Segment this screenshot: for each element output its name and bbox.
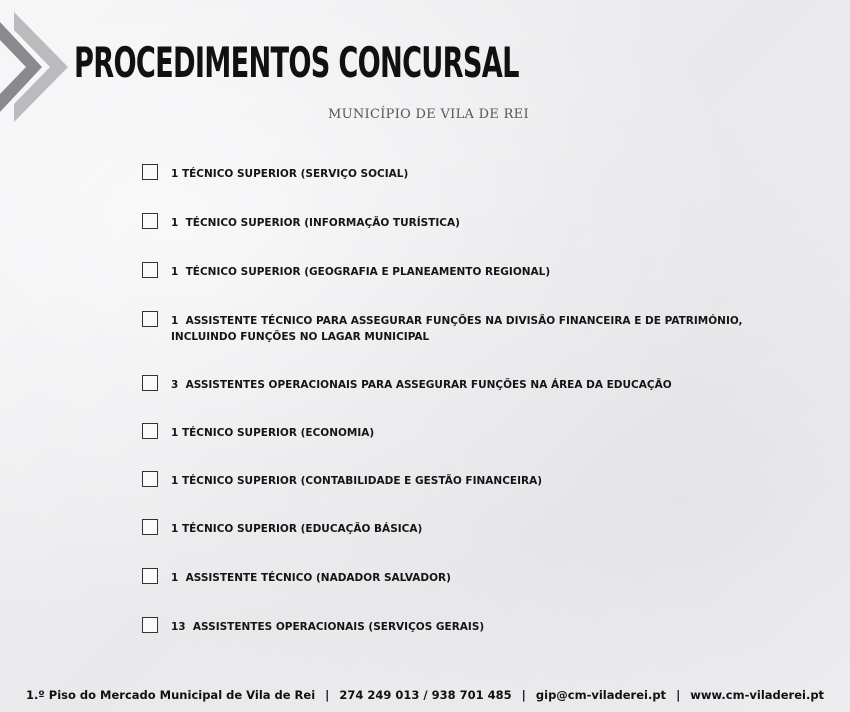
list-item bbox=[142, 619, 771, 635]
checkbox[interactable] bbox=[142, 423, 158, 439]
footer-separator: | bbox=[521, 688, 526, 702]
checkbox[interactable] bbox=[142, 617, 158, 633]
footer-separator: | bbox=[676, 688, 681, 702]
page-subtitle: MUNICÍPIO DE VILA DE REI bbox=[328, 107, 529, 122]
checkbox[interactable] bbox=[142, 471, 158, 487]
item-label: 1 TÉCNICO SUPERIOR (SERVIÇO SOCIAL) bbox=[171, 168, 409, 180]
footer-email[interactable]: gip@cm-viladerei.pt bbox=[535, 688, 667, 702]
item-label: 1 ASSISTENTE TÉCNICO (NADADOR SALVADOR) bbox=[171, 572, 451, 584]
list-item bbox=[142, 377, 771, 393]
item-label: 1 TÉCNICO SUPERIOR (ECONOMIA) bbox=[171, 427, 375, 439]
list-item bbox=[142, 215, 771, 231]
item-label: 1 TÉCNICO SUPERIOR (GEOGRAFIA E PLANEAMENTO REGIONAL) bbox=[171, 266, 551, 278]
footer-contact bbox=[0, 688, 850, 702]
list-item bbox=[142, 166, 771, 182]
page-title: PROCEDIMENTOS CONCURSAL bbox=[74, 38, 519, 87]
checkbox[interactable] bbox=[142, 262, 158, 278]
checkbox[interactable] bbox=[142, 311, 158, 327]
item-label: 1 TÉCNICO SUPERIOR (EDUCAÇÃO BÁSICA) bbox=[171, 523, 423, 535]
list-item bbox=[142, 425, 771, 441]
item-label: 1 TÉCNICO SUPERIOR (INFORMAÇÃO TURÍSTICA) bbox=[171, 217, 460, 229]
list-item bbox=[142, 473, 771, 489]
item-label: 13 ASSISTENTES OPERACIONAIS (SERVIÇOS GERAIS) bbox=[171, 621, 485, 633]
footer-phones: 274 249 013 / 938 701 485 bbox=[339, 688, 512, 702]
list-item bbox=[142, 313, 771, 345]
chevron-decoration-icon bbox=[0, 12, 80, 142]
checkbox[interactable] bbox=[142, 375, 158, 391]
checkbox[interactable] bbox=[142, 519, 158, 535]
footer-website[interactable]: www.cm-viladerei.pt bbox=[690, 688, 825, 702]
footer-address: 1.º Piso do Mercado Municipal de Vila de Rei bbox=[25, 688, 316, 702]
item-label: 3 ASSISTENTES OPERACIONAIS PARA ASSEGURAR FUNÇÕES NA ÁREA DA EDUCAÇÃO bbox=[171, 379, 672, 391]
list-item bbox=[142, 264, 771, 280]
list-item bbox=[142, 570, 771, 586]
footer-separator: | bbox=[325, 688, 330, 702]
item-label: 1 ASSISTENTE TÉCNICO PARA ASSEGURAR FUNÇÕES NA DIVISÃO FINANCEIRA E DE PATRIMÓNIO, INCLUINDO FUNÇÕES NO LAGAR MUNICIPAL bbox=[171, 315, 747, 343]
checkbox[interactable] bbox=[142, 164, 158, 180]
checkbox[interactable] bbox=[142, 568, 158, 584]
item-label: 1 TÉCNICO SUPERIOR (CONTABILIDADE E GESTÃO FINANCEIRA) bbox=[171, 475, 542, 487]
checkbox[interactable] bbox=[142, 213, 158, 229]
list-item bbox=[142, 521, 771, 537]
